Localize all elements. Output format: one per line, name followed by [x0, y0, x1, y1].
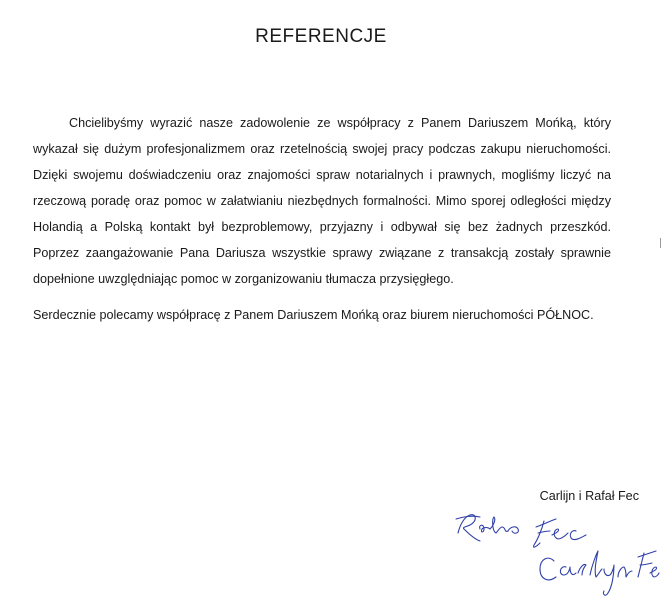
- scan-edge-mark: [660, 238, 661, 248]
- letter-body: [33, 110, 611, 328]
- letter-paragraph-2: Serdecznie polecamy współpracę z Panem Dariuszem Mońką oraz biurem nieruchomości PÓŁNOC.: [33, 308, 594, 322]
- document-title: REFERENCJE: [255, 26, 387, 47]
- closing-name: Carlijn i Rafał Fec: [539, 489, 639, 503]
- letter-paragraph-1: Chcielibyśmy wyrazić nasze zadowolenie ze współpracy z Panem Dariuszem Mońką, który wykazał się dużym profesjonalizmem oraz rzetelnością swojej pracy podczas zakupu nieruchomości. Dzięki swojemu doświadczeniu oraz znajomości spraw notarialnych i prawnych, mogliśmy liczyć na rzeczową poradę oraz pomoc w załatwianiu niezbędnych formalności. Mimo sporej odległości między Holandią a Polską kontakt był bezproblemowy, przyjazny i odbywał się bez żadnych przeszkód. Poprzez zaangażowanie Pana Dariusza wszystkie sprawy związane z transakcją zostały sprawnie dopełnione uwzględniając pomoc w zorganizowaniu tłumacza przysięgłego.: [33, 116, 611, 286]
- handwritten-signature: [450, 505, 660, 600]
